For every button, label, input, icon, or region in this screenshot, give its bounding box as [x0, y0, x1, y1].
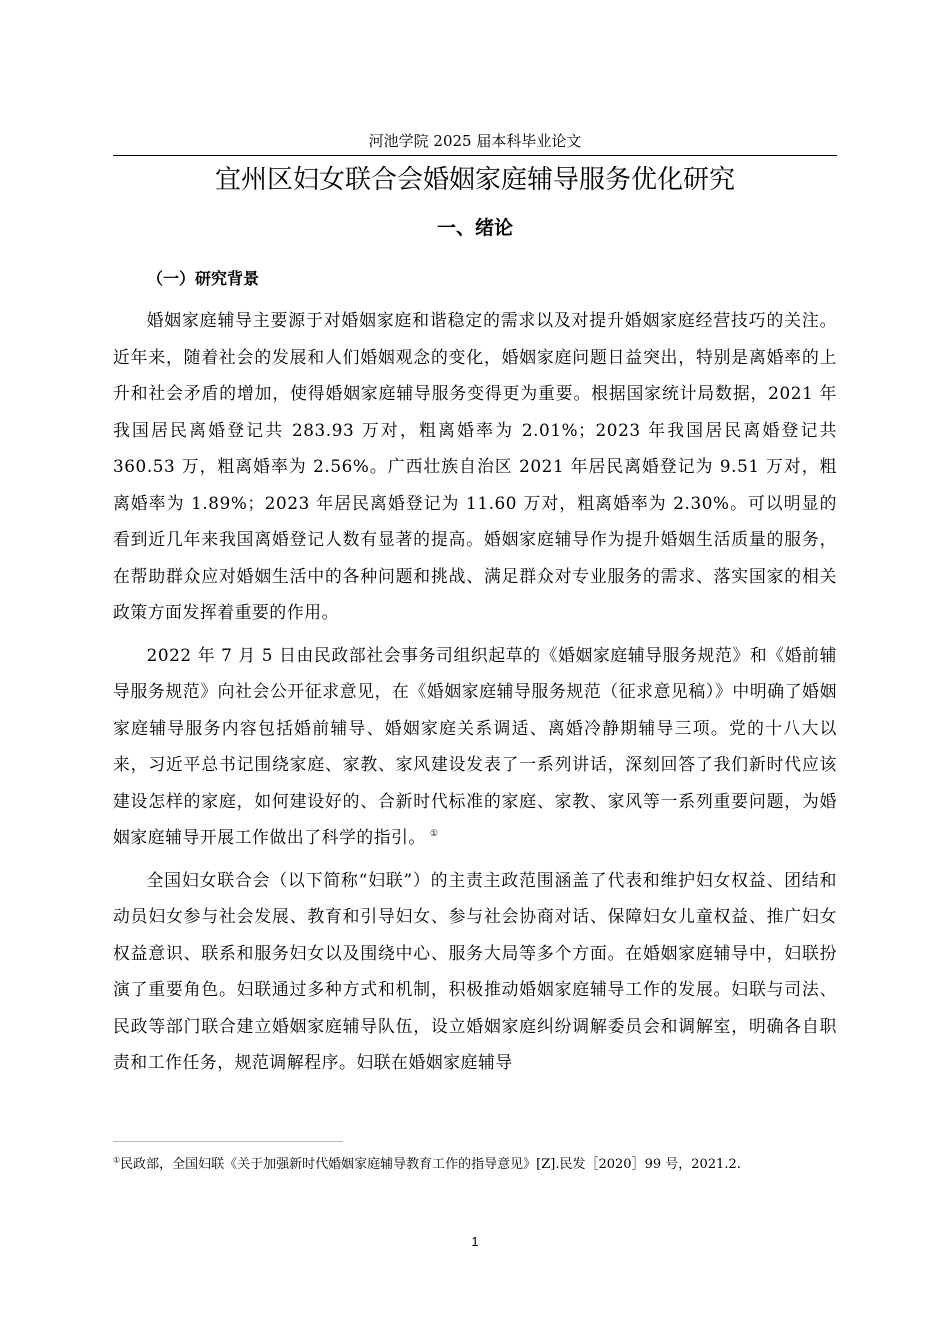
paragraph-2: [113, 637, 837, 856]
document-title: 宜州区妇女联合会婚姻家庭辅导服务优化研究: [214, 165, 735, 195]
footnote-reference[interactable]: ①: [429, 829, 439, 840]
section-heading: （一）研究背景: [147, 269, 260, 288]
paragraph-2-text: 2022 年 7 月 5 日由民政部社会事务司组织起草的《婚姻家庭辅导服务规范》和《婚前辅导服务规范》向社会公开征求意见，在《婚姻家庭辅导服务规范（征求意见稿）》中明确了婚姻家庭辅导服务内容包括婚前辅导、婚姻家庭关系调适、离婚冷静期辅导三项。党的十八大以来，习近平总书记围绕家庭、家教、家风建设发表了一系列讲话，深刻回答了我们新时代应该建设怎样的家庭，如何建设好的、合新时代标准的家庭、家教、家风等一系列重要问题，为婚姻家庭辅导开展工作做出了科学的指引。: [113, 644, 837, 847]
footnote-mark: ①: [113, 1155, 121, 1165]
running-header: 河池学院 2025 届本科毕业论文: [368, 132, 582, 150]
chapter-heading: 一、绪论: [436, 217, 513, 239]
paragraph-1: 婚姻家庭辅导主要源于对婚姻家庭和谐稳定的需求以及对提升婚姻家庭经营技巧的关注。近年来，随着社会的发展和人们婚姻观念的变化，婚姻家庭问题日益突出，特别是离婚率的上升和社会矛盾的增加，使得婚姻家庭辅导服务变得更为重要。根据国家统计局数据，2021 年我国居民离婚登记共 283.93 万对，粗离婚率为 2.01%；2023 年我国居民离婚登记共 360.53 万，粗离婚率为 2.56%。广西壮族自治区 2021 年居民离婚登记为 9.51 万对，粗离婚率为 1.89%；2023 年居民离婚登记为 11.60 万对，粗离婚率为 2.30%。可以明显的看到近几年来我国离婚登记人数有显著的提高。婚姻家庭辅导作为提升婚姻生活质量的服务，在帮助群众应对婚姻生活中的各种问题和挑战、满足群众对专业服务的需求、落实国家的相关政策方面发挥着重要的作用。: [113, 310, 837, 622]
page-number: 1: [471, 1234, 479, 1249]
footnote-text: 民政部，全国妇联《关于加强新时代婚姻家庭辅导教育工作的指导意见》[Z].民发［2020］99 号，2021.2.: [120, 1157, 741, 1172]
footnote: [113, 1155, 837, 1175]
header-divider: [113, 155, 837, 156]
paragraph-3: 全国妇女联合会（以下简称“妇联”）的主责主政范围涵盖了代表和维护妇女权益、团结和动员妇女参与社会发展、教育和引导妇女、参与社会协商对话、保障妇女儿童权益、推广妇女权益意识、联系和服务妇女以及围绕中心、服务大局等多个方面。在婚姻家庭辅导中，妇联扮演了重要角色。妇联通过多种方式和机制，积极推动婚姻家庭辅导工作的发展。妇联与司法、民政等部门联合建立婚姻家庭辅导队伍，设立婚姻家庭纠纷调解委员会和调解室，明确各自职责和工作任务，规范调解程序。妇联在婚姻家庭辅导: [113, 869, 837, 1072]
body-text: [113, 302, 837, 1087]
footnote-divider: [113, 1141, 343, 1142]
